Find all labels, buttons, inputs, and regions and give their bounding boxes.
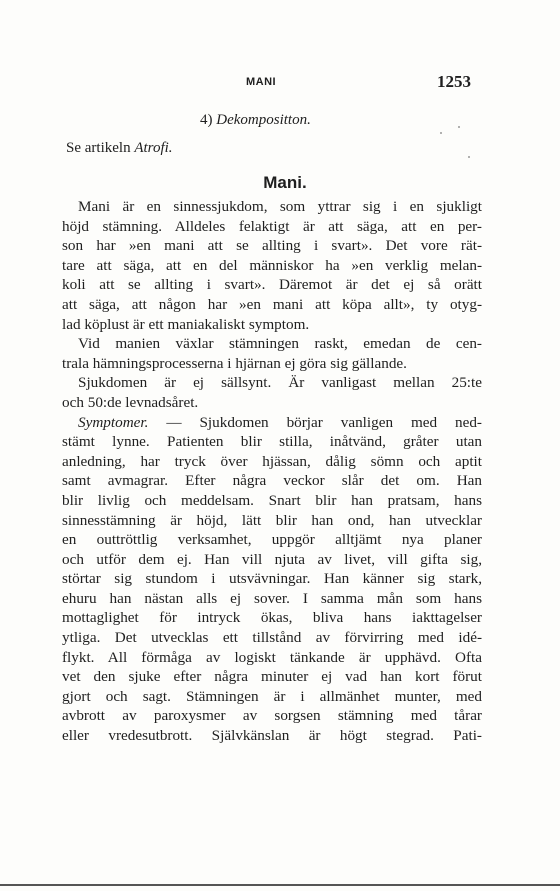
line-text: ytliga. Det utvecklas ett tillstånd av förvirring med idé- xyxy=(62,629,482,647)
text-line xyxy=(62,295,482,315)
line-text: mottaglighet för intryck ökas, bliva hans iakttagelser xyxy=(62,609,482,627)
running-head: MANI xyxy=(246,76,277,88)
line-text: lad köplust är ett maniakaliskt symptom. xyxy=(62,315,310,333)
line-text: anledning, har tryck över hjässan, dålig sömn och aptit xyxy=(62,452,482,470)
page-number: 1253 xyxy=(437,72,471,91)
page-header xyxy=(0,72,560,96)
line-text: sinnesstämning är höjd, lätt blir han ond, han utvecklar xyxy=(62,511,482,529)
line-text: — Sjukdomen börjar vanligen med ned- xyxy=(148,413,482,431)
subsection-heading xyxy=(200,112,311,129)
text-line xyxy=(62,491,482,511)
line-text: koli att se allting i svart». Däremot är det ej så orätt xyxy=(62,276,482,294)
text-line xyxy=(62,628,482,648)
text-line xyxy=(62,236,482,256)
text-line xyxy=(62,687,482,707)
text-line xyxy=(62,569,482,589)
text-line xyxy=(62,393,482,413)
print-speck xyxy=(458,126,460,128)
line-text: avbrott av paroxysmer av sorgsen stämning med tårar xyxy=(62,707,482,725)
line-text: ehuru han nästan alls ej sover. I samma mån som hans xyxy=(62,589,482,607)
line-text: Vid manien växlar stämningen raskt, emedan de cen- xyxy=(78,335,482,353)
text-line xyxy=(62,432,482,452)
text-line xyxy=(62,275,482,295)
text-line xyxy=(62,667,482,687)
text-line xyxy=(62,608,482,628)
line-text: höjd stämning. Alldeles felaktigt är att säga, att en per- xyxy=(62,217,482,235)
text-line xyxy=(62,334,482,354)
line-text: och utför dem ej. Han vill njuta av livet, vill gifta sig, xyxy=(62,550,482,568)
article-body xyxy=(62,197,482,746)
text-line xyxy=(62,589,482,609)
text-line xyxy=(62,530,482,550)
line-text: blir livlig och meddelsam. Snart blir han pratsam, hans xyxy=(62,491,482,509)
text-line xyxy=(62,413,482,433)
text-line xyxy=(62,550,482,570)
cross-reference-prefix: Se artikeln xyxy=(66,140,131,156)
line-text: samt avmagrar. Efter några veckor slår det om. Han xyxy=(62,472,482,490)
line-text: en outtröttlig verksamhet, uppgör alltjämt nya planer xyxy=(62,531,482,549)
print-speck xyxy=(468,156,470,158)
line-text: trala hämningsprocesserna i hjärnan ej göra sig gällande. xyxy=(62,354,407,372)
line-text: gjort och sagt. Stämningen är i allmänhet munter, med xyxy=(62,687,482,705)
cross-reference-target: Atrofi. xyxy=(134,140,173,156)
text-line xyxy=(62,452,482,472)
line-text: att säga, att någon har »en mani att köpa allt», ty otyg- xyxy=(62,295,482,313)
text-line xyxy=(62,726,482,746)
text-line xyxy=(62,217,482,237)
text-line xyxy=(62,373,482,393)
line-text: och 50:de levnadsåret. xyxy=(62,393,199,411)
line-text: stämt lynne. Patienten blir stilla, inåtvänd, gråter utan xyxy=(62,433,482,451)
text-line xyxy=(62,315,482,335)
line-text: störtar sig stundom i utsvävningar. Han känner sig stark, xyxy=(62,570,482,588)
section-lead: Symptomer. xyxy=(78,413,149,431)
print-speck xyxy=(440,132,442,134)
subsection-number: 4) xyxy=(200,112,213,128)
line-text: tare att säga, att en del människor ha »en verklig melan- xyxy=(62,256,482,274)
cross-reference xyxy=(66,140,173,157)
text-line xyxy=(62,706,482,726)
article-title: Mani. xyxy=(263,173,307,192)
line-text: Sjukdomen är ej sällsynt. Är vanligast mellan 25:te xyxy=(78,374,482,392)
subsection-title: Dekompositton. xyxy=(216,112,311,128)
line-text: Mani är en sinnessjukdom, som yttrar sig i en sjukligt xyxy=(78,198,482,215)
line-text: son har »en mani att se allting i svart». Det vore rät- xyxy=(62,237,482,255)
text-line xyxy=(62,511,482,531)
text-line xyxy=(62,197,482,217)
line-text: vet den sjuke efter några minuter ej vad han kort förut xyxy=(62,668,482,686)
text-line xyxy=(62,648,482,668)
page-bottom-rule xyxy=(0,884,560,886)
text-line xyxy=(62,256,482,276)
line-text: flykt. All förmåga av logiskt tänkande är upphävd. Ofta xyxy=(62,648,482,666)
text-line xyxy=(62,471,482,491)
line-text: eller vredesutbrott. Självkänslan är högt stegrad. Pati- xyxy=(62,727,482,745)
text-line xyxy=(62,354,482,374)
